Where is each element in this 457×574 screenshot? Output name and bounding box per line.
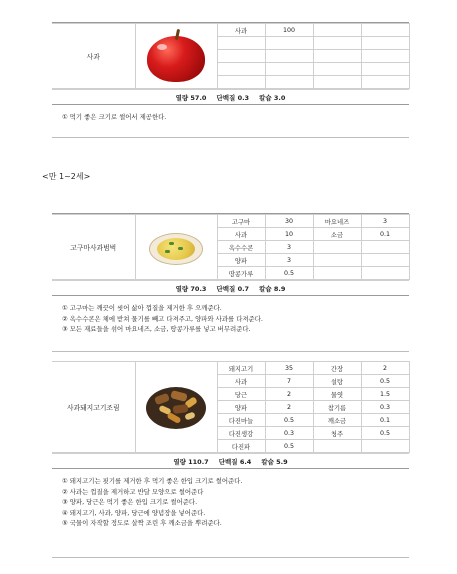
sweetpotato-salad-photo: [147, 227, 205, 267]
dish-name: 사과돼지고기조림: [52, 362, 135, 453]
braised-pork-photo: [145, 383, 207, 431]
step: ⑤ 국물이 자작할 정도로 살짝 조린 후 깨소금을 뿌려준다.: [62, 519, 222, 528]
dish-image: [135, 24, 217, 89]
dish-image: [135, 362, 217, 453]
recipe-steps: [52, 469, 409, 529]
step: ② 옥수수콘은 체에 받쳐 물기를 빼고 다져주고, 양파와 사과를 다져준다.: [62, 314, 263, 323]
recipe-steps: [52, 296, 409, 335]
nutrition-row: 열량 110.7 단백질 6.4 칼슘 5.9: [52, 453, 409, 469]
divider: [52, 351, 409, 352]
step: ③ 모든 재료들을 섞어 마요네즈, 소금, 땅콩가루를 넣고 버무려준다.: [62, 325, 251, 334]
recipe-apple: [52, 22, 409, 123]
recipe-sweetpotato: [52, 213, 409, 335]
dish-name: 고구마사과범벅: [52, 215, 135, 280]
recipe-steps: [52, 105, 409, 123]
section-title: <만 1~2세>: [42, 172, 91, 181]
ingredient-amount: 100: [265, 24, 313, 37]
nutrition-row: 열량 57.0 단백질 0.3 칼슘 3.0: [52, 89, 409, 105]
step: ② 사과는 껍질을 제거하고 반달 모양으로 썰어준다: [62, 487, 204, 496]
ingredient-table: 사과돼지고기조림 돼지고기 35 간장 2 사과 7 설탕 0.5 당근 2 물엿 1.5 양파 2 참기름 0.3 다진마늘 0.5 깨소금 0.1 다진생강 0.3 청주 0.5 다진파 0.5: [52, 361, 410, 453]
dish-image: [135, 215, 217, 280]
recipe-pork: [52, 361, 409, 529]
apple-photo: [141, 28, 211, 84]
divider: [52, 557, 409, 558]
step: ① 고구마는 깨끗이 씻어 삶아 껍질을 제거한 후 으깨준다.: [62, 304, 222, 312]
dish-name: 사과: [52, 24, 135, 89]
step: ① 돼지고기는 핏기를 제거한 후 먹기 좋은 한입 크기로 썰어준다.: [62, 477, 243, 485]
ingredient-table: 고구마사과범벅 고구마 30 마요네즈 3 사과 10 소금 0.1 옥수수콘 3 양파 3 땅콩가루 0.5: [52, 214, 410, 280]
step: ③ 양파, 당근은 먹기 좋은 한입 크기로 썰어준다.: [62, 498, 198, 507]
ingredient-name: 사과: [217, 24, 265, 37]
ingredient-table: [52, 23, 410, 89]
step: ④ 돼지고기, 사과, 양파, 당근에 양념장을 넣어준다.: [62, 508, 206, 517]
nutrition-row: 열량 70.3 단백질 0.7 칼슘 8.9: [52, 280, 409, 296]
step: ① 먹기 좋은 크기로 썰어서 제공한다.: [62, 113, 167, 121]
divider: [52, 137, 409, 138]
